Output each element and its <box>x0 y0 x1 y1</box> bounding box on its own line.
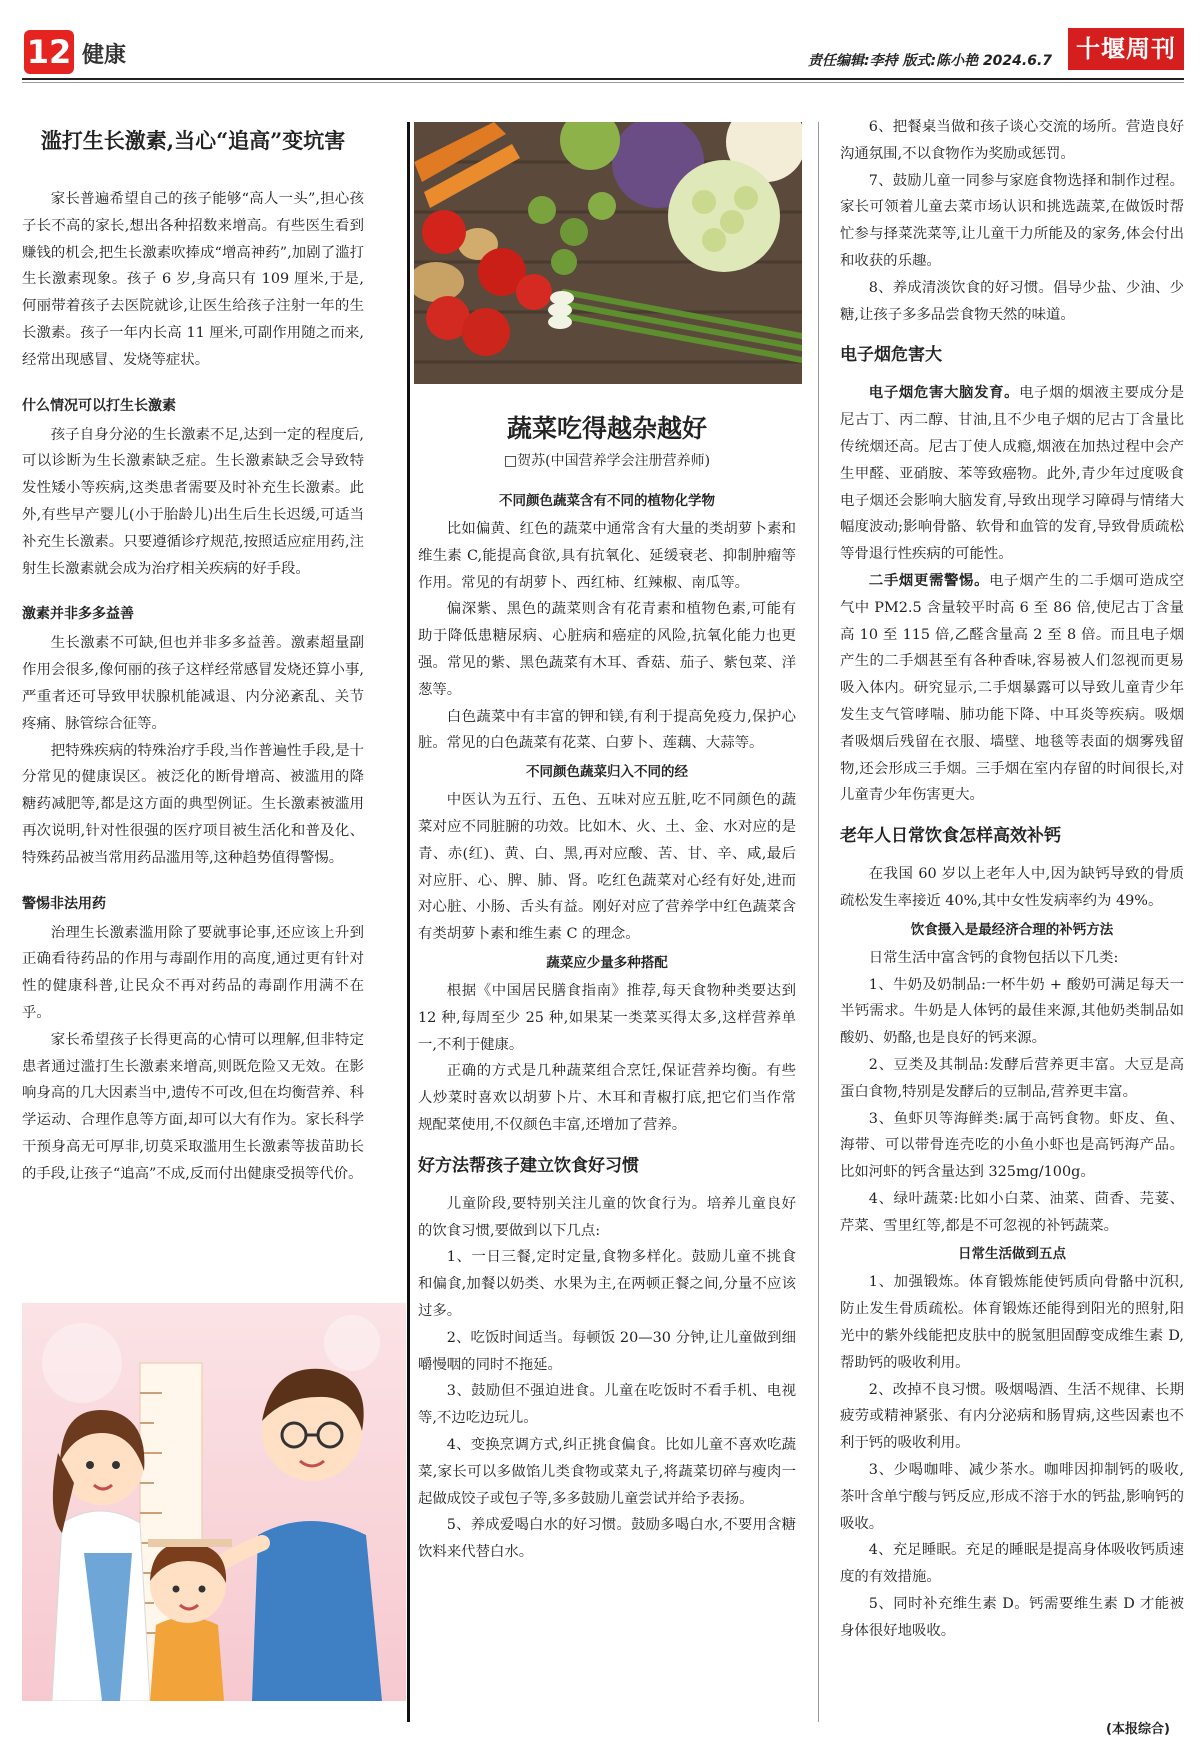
article-title: 电子烟危害大 <box>840 345 942 366</box>
page-number: 12 <box>24 30 74 74</box>
list-item: 3、鼓励但不强迫进食。儿童在吃饭时不看手机、电视等,不边吃边玩儿。 <box>418 1383 796 1427</box>
paragraph: 生长激素不可缺,但也并非多多益善。激素超量副作用会很多,像何丽的孩子这样经常感冒发烧还算小事,严重者还可导致甲状腺机能减退、内分泌紊乱、关节疼痛、脉管综合征等。 <box>22 635 364 732</box>
paragraph: 中医认为五行、五色、五味对应五脏,吃不同颜色的蔬菜对应不同脏腑的功效。比如木、火、土、金、水对应的是青、赤(红)、黄、白、黑,再对应酸、苦、甘、辛、咸,最后对应肝、心、脾、肺、肾。吃红色蔬菜对心经有好处,进而对心脏、小肠、舌头有益。刚好对应了营养学中红色蔬菜含有类胡萝卜素和维生素 C 的理念。 <box>418 792 796 943</box>
family-doctor-illustration <box>22 1303 406 1701</box>
article-right-column <box>840 114 1184 1645</box>
paragraph: 白色蔬菜中有丰富的钾和镁,有利于提高免疫力,保护心脏。常见的白色蔬菜有花菜、白萝卜、莲藕、大蒜等。 <box>418 708 796 752</box>
article-growth-hormone <box>22 112 364 1188</box>
column-rule-right <box>818 122 819 1722</box>
article-title: 蔬菜吃得越杂越好 <box>506 414 707 443</box>
list-item: 3、少喝咖啡、减少茶水。咖啡因抑制钙的吸收,茶叶含单宁酸与钙反应,形成不溶于水的钙盐,影响钙的吸收。 <box>840 1462 1184 1532</box>
page-header <box>0 0 1200 80</box>
paragraph: 儿童阶段,要特别关注儿童的饮食行为。培养儿童良好的饮食习惯,要做到以下几点: <box>418 1195 796 1239</box>
paragraph: 根据《中国居民膳食指南》推荐,每天食物种类要达到 12 种,每周至少 25 种,如果某一类菜买得太多,这样营养单一,不利于健康。 <box>418 982 796 1053</box>
byline: □贺苏(中国营养学会注册营养师) <box>503 453 711 469</box>
paragraph-text: 电子烟产生的二手烟可造成空气中 PM2.5 含量较平时高 6 至 86 倍,使尼古丁含量高 10 至 115 倍,乙醛含量高 2 至 8 倍。而且电子烟产生的二手烟甚至有各种香味,容易被人们忽视而更易吸入体内。研究显示,二手烟暴露可以导致儿童青少年发生支气管哮喘、肺功能下降、中耳炎等疾病。吸烟者吸烟后残留在衣服、墙壁、地毯等表面的烟雾残留物,还会形成三手烟。三手烟在室内存留的时间很长,对儿童青少年伤害更大。 <box>840 572 1184 804</box>
editor-line: 责任编辑:李持 版式:陈小艳 2024.6.7 <box>808 53 1053 69</box>
section-heading: 不同颜色蔬菜含有不同的植物化学物 <box>499 493 715 509</box>
list-item: 2、豆类及其制品:发酵后营养更丰富。大豆是高蛋白食物,特别是发酵后的豆制品,营养更丰富。 <box>840 1056 1184 1100</box>
list-item: 2、改掉不良习惯。吸烟喝酒、生活不规律、长期疲劳或精神紧张、有内分泌病和肠胃病,这些因素也不利于钙的吸收利用。 <box>840 1381 1184 1452</box>
paragraph <box>840 380 1184 568</box>
section-heading: 饮食摄入是最经济合理的补钙方法 <box>910 921 1114 938</box>
section-name: 健康 <box>82 43 127 68</box>
section-heading: 蔬菜应少量多种搭配 <box>546 954 668 971</box>
vegetables-image <box>414 122 802 384</box>
list-item: 4、充足睡眠。充足的睡眠是提高身体吸收钙质速度的有效措施。 <box>840 1542 1184 1586</box>
list-item: 1、加强锻炼。体育锻炼能使钙质向骨骼中沉积,防止发生骨质疏松。体育锻炼还能得到阳光的照射,阳光中的紫外线能把皮肤中的脱氢胆固醇变成维生素 D,帮助钙的吸收利用。 <box>840 1274 1184 1371</box>
list-item: 1、一日三餐,定时定量,食物多样化。鼓励儿童不挑食和偏食,加餐以奶类、水果为主,在两顿正餐之间,分量不应该过多。 <box>418 1249 796 1319</box>
list-item: 6、把餐桌当做和孩子谈心交流的场所。营造良好沟通氛围,不以食物作为奖励或惩罚。 <box>840 119 1184 162</box>
paragraph: 偏深紫、黑色的蔬菜则含有花青素和植物色素,可能有助于降低患糖尿病、心脏病和癌症的风险,抗氧化能力也更强。常见的紫、黑色蔬菜有木耳、香菇、茄子、紫包菜、洋葱等。 <box>418 601 796 698</box>
vegetable-photo <box>414 122 802 384</box>
paragraph-lead: 二手烟更需警惕。 <box>868 572 990 589</box>
header-rule <box>22 78 1184 80</box>
column-rule-left <box>407 122 410 1722</box>
header-rule-thin <box>22 82 1184 83</box>
list-item: 3、鱼虾贝等海鲜类:属于高钙食物。虾皮、鱼、海带、可以带骨连壳吃的小鱼小虾也是高钙海产品。比如河虾的钙含量达到 325mg/100g。 <box>840 1110 1184 1181</box>
section-heading: 激素并非多多益善 <box>22 606 134 623</box>
list-item: 4、绿叶蔬菜:比如小白菜、油菜、茴香、芫荽、芹菜、雪里红等,都是不可忽视的补钙蔬菜。 <box>840 1190 1184 1234</box>
list-item: 5、养成爱喝白水的好习惯。鼓励多喝白水,不要用含糖饮料来代替白水。 <box>418 1517 796 1561</box>
paragraph-lead: 电子烟危害大脑发育。 <box>868 385 1020 402</box>
paragraph: 家长普遍希望自己的孩子能够“高人一头”,担心孩子长不高的家长,想出各种招数来增高。有些医生看到赚钱的机会,把生长激素吹捧成“增高神药”,加剧了滥打生长激素现象。孩子 6 岁,身高只有 109 厘米,于是,何丽带着孩子去医院就诊,让医生给孩子注射一年的生长激素。孩子一年内长高 11 厘米,可副作用随之而来,经常出现感冒、发烧等症状。 <box>22 191 364 368</box>
paragraph: 治理生长激素滥用除了要就事论事,还应该上升到正确看待药品的作用与毒副作用的高度,通过更有针对性的健康科普,让民众不再对药品的毒副作用满不在乎。 <box>22 924 364 1021</box>
article-title: 滥打生长激素,当心“追高”变坑害 <box>40 128 346 153</box>
list-item: 7、鼓励儿童一同参与家庭食物选择和制作过程。家长可领着儿童去菜市场认识和挑选蔬菜,在做饭时帮忙参与择菜洗菜等,让儿童干力所能及的家务,体会付出和收获的乐趣。 <box>840 172 1184 269</box>
brand-logo: 十堰周刊 <box>1068 28 1184 70</box>
paragraph: 比如偏黄、红色的蔬菜中通常含有大量的类胡萝卜素和维生素 C,能提高食欲,具有抗氧化、延缓衰老、抑制肿瘤等作用。常见的有胡萝卜、西红柿、红辣椒、南瓜等。 <box>418 521 796 591</box>
paragraph: 在我国 60 岁以上老年人中,因为缺钙导致的骨质疏松发生率接近 40%,其中女性发病率约为 49%。 <box>840 866 1184 909</box>
list-item: 5、同时补充维生素 D。钙需要维生素 D 才能被身体很好地吸收。 <box>840 1596 1184 1639</box>
list-item: 1、牛奶及奶制品:一杯牛奶 + 酸奶可满足每天一半钙需求。牛奶是人体钙的最佳来源,其他奶类制品如酸奶、奶酪,也是良好的钙来源。 <box>840 976 1184 1047</box>
paragraph: 把特殊疾病的特殊治疗手段,当作普遍性手段,是十分常见的健康误区。被泛化的断骨增高、被滥用的降糖药减肥等,都是这方面的典型例证。生长激素被滥用再次说明,针对性很强的医疗项目被生活化和普及化、特殊药品被当常用药品滥用等,这种趋势值得警惕。 <box>22 742 364 866</box>
article-vegetables <box>418 398 796 1566</box>
paragraph: 孩子自身分泌的生长激素不足,达到一定的程度后,可以诊断为生长激素缺乏症。生长激素缺乏会导致特发性矮小等疾病,这类患者需要及时补充生长激素。此外,有些早产婴儿(小于胎龄儿)出生后生长迟缓,可适当补充生长激素。只要遵循诊疗规范,按照适应症用药,注射生长激素就会成为治疗相关疾病的好手段。 <box>22 426 364 577</box>
section-heading: 警惕非法用药 <box>22 895 106 912</box>
list-item: 2、吃饭时间适当。每顿饭 20—30 分钟,让儿童做到细嚼慢咽的同时不拖延。 <box>418 1329 796 1373</box>
list-item: 8、养成清淡饮食的好习惯。倡导少盐、少油、少糖,让孩子多多品尝食物天然的味道。 <box>840 279 1184 323</box>
section-heading: 什么情况可以打生长激素 <box>22 397 176 414</box>
paragraph: 家长希望孩子长得更高的心情可以理解,但非特定患者通过滥打生长激素来增高,则既危险又无效。在影响身高的几大因素当中,遗传不可改,但在均衡营养、科学运动、合理作息等方面,却可以大有作为。家长科学干预身高无可厚非,切莫采取滥用生长激素等拔苗助长的手段,让孩子“追高”不成,反而付出健康受损等代价。 <box>22 1031 364 1182</box>
height-measure-illustration <box>22 1303 406 1701</box>
paragraph: 正确的方式是几种蔬菜组合烹饪,保证营养均衡。有些人炒菜时喜欢以胡萝卜片、木耳和青椒打底,把它们当作常规配菜使用,不仅颜色丰富,还增加了营养。 <box>418 1063 796 1133</box>
paragraph: 日常生活中富含钙的食物包括以下几类: <box>868 949 1119 966</box>
paragraph-text: 电子烟的烟液主要成分是尼古丁、丙二醇、甘油,且不少电子烟的尼古丁含量比传统烟还高。尼古丁使人成瘾,烟液在加热过程中会产生甲醛、亚硝胺、苯等致癌物。此外,青少年过度吸食电子烟还会影响大脑发育,导致出现学习障碍与情绪大幅度波动;影响骨骼、软骨和血管的发育,导致骨质疏松等骨退行性疾病的可能性。 <box>840 385 1184 563</box>
article-title: 老年人日常饮食怎样高效补钙 <box>840 826 1061 847</box>
paragraph <box>840 568 1184 809</box>
section-heading: 不同颜色蔬菜归入不同的经 <box>526 764 688 781</box>
source-credit: (本报综合) <box>1106 1722 1170 1737</box>
list-item: 4、变换烹调方式,纠正挑食偏食。比如儿童不喜欢吃蔬菜,家长可以多做馅儿类食物或菜丸子,将蔬菜切碎与瘦肉一起做成饺子或包子等,多多鼓励儿童尝试并给予表扬。 <box>418 1436 796 1507</box>
section-heading: 日常生活做到五点 <box>958 1246 1066 1263</box>
article-title: 好方法帮孩子建立饮食好习惯 <box>418 1155 639 1176</box>
